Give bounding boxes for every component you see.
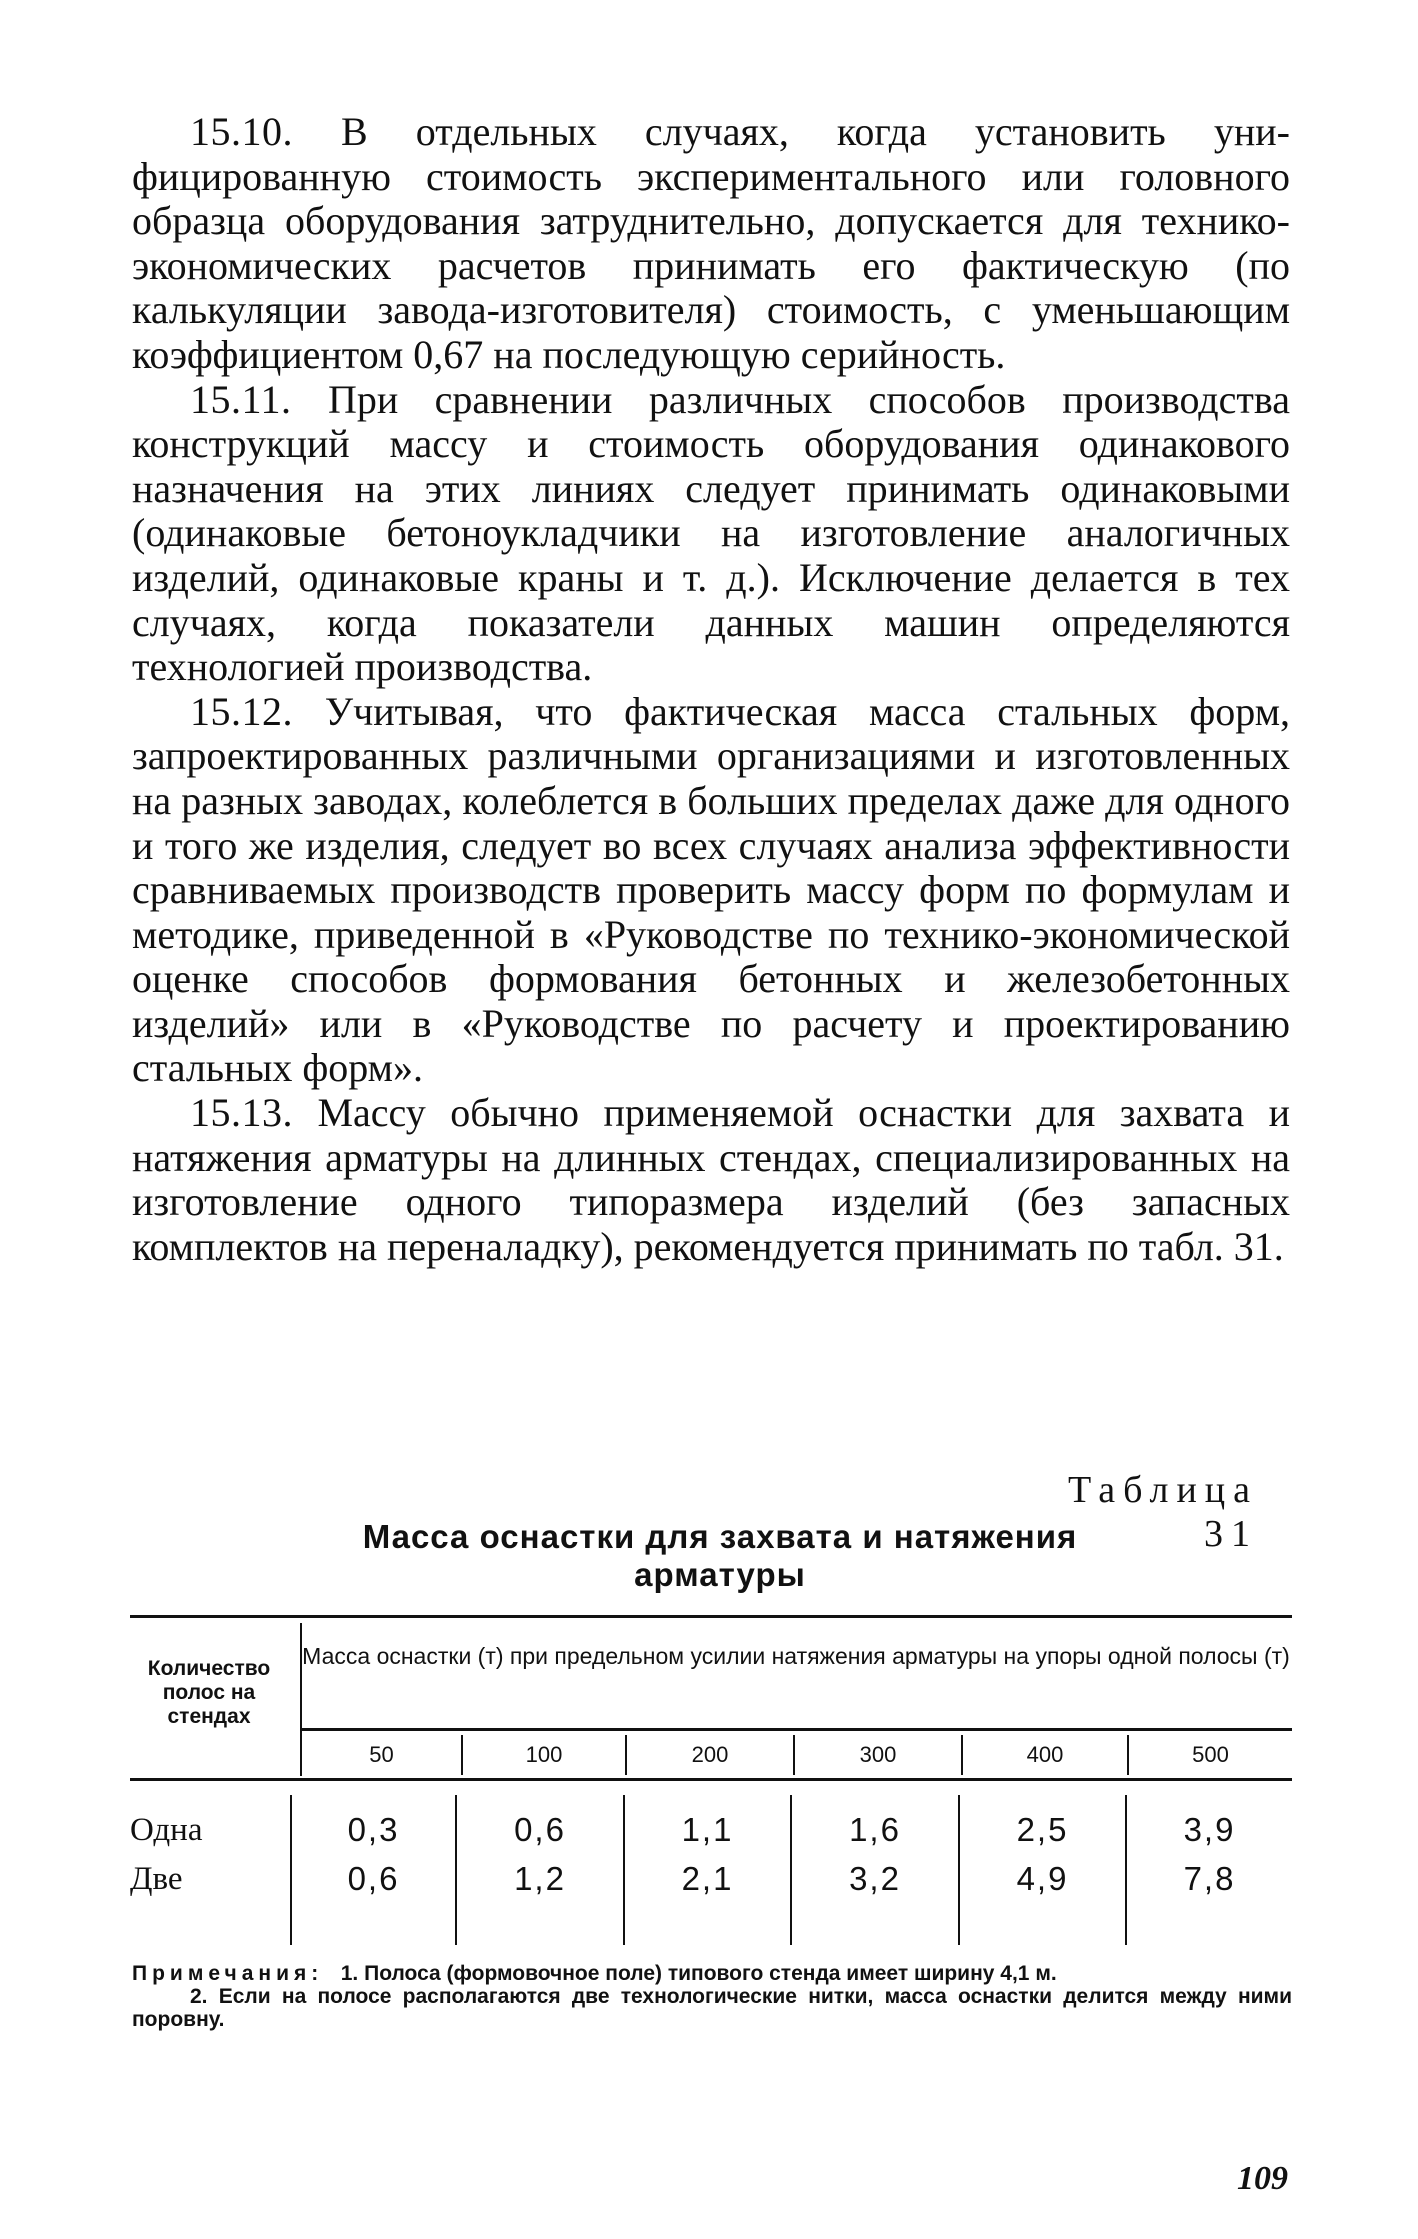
- paragraph-text: Массу обычно применяемой оснастки для захвата и натяжения арматуры на длинных стендах, специализированных на изготовление одного типоразмера изделий (без запасных комплектов на переналадку), рекомендуется принимать по табл. 31.: [132, 1090, 1290, 1269]
- note-1: [132, 1962, 1292, 1985]
- paragraph-number: 15.10.: [190, 109, 293, 154]
- table-cell: 1,1: [681, 1811, 734, 1848]
- table-cell: 0,6: [514, 1811, 566, 1848]
- table-cell: 1,6: [849, 1811, 901, 1848]
- column-header: 500: [1192, 1742, 1229, 1767]
- column-header: 200: [691, 1742, 729, 1767]
- table-cell: 0,6: [347, 1860, 400, 1897]
- table-subheader-rule: [302, 1728, 1292, 1731]
- table-cell: 1,2: [514, 1860, 566, 1897]
- paragraph-15-13: [132, 1091, 1290, 1269]
- paragraph-text: Учитывая, что фактическая масса стальных форм, запроектированных различными организациями и изготовленных на разных заводах, колеблется в больших пределах даже для одного и того же изделия, следует во всех случаях анализа эффективности сравниваемых производств проверить массу форм по формулам и методике, приведенной в «Руководстве по технико-экономической оценке способов формования бетонных и железобетонных изделий» или в «Руководстве по расчету и проектированию стальных форм».: [132, 688, 1290, 1091]
- paragraph-15-10: [132, 110, 1290, 378]
- paragraph-number: 15.12.: [190, 688, 293, 734]
- table-cell: 2,5: [1016, 1811, 1069, 1848]
- note-1-text: 1. Полоса (формовочное поле) типового стенда имеет ширину 4,1 м.: [340, 1962, 1057, 1985]
- table-caption: Таблица 31: [1067, 1469, 1258, 1555]
- table-cell: 7,8: [1183, 1860, 1236, 1897]
- paragraph-15-11: [132, 378, 1290, 690]
- paragraph-number: 15.11.: [190, 376, 292, 422]
- table-notes: [132, 1962, 1292, 2031]
- notes-label: Примечания:: [132, 1962, 324, 1985]
- table-cell: 3,9: [1183, 1811, 1236, 1848]
- column-header: 400: [1026, 1742, 1064, 1767]
- page-number: 109: [1237, 2160, 1288, 2197]
- column-header: 50: [369, 1742, 394, 1767]
- table-cell: 0,3: [347, 1811, 400, 1848]
- column-header: 100: [525, 1742, 563, 1767]
- paragraph-15-12: [132, 690, 1290, 1091]
- table-top-rule: [130, 1615, 1292, 1618]
- row-label: Одна: [130, 1812, 203, 1848]
- body-text: [132, 110, 1290, 1269]
- data-table: [130, 1615, 1292, 1945]
- table-cell: 4,9: [1016, 1860, 1069, 1897]
- table-cell: 2,1: [681, 1860, 734, 1897]
- group-header: Масса оснастки (т) при предельном усилии натяжения арматуры на упоры одной полосы (т): [302, 1643, 1290, 1669]
- paragraph-text: При сравнении различных способов производства конструкций массу и стоимость оборудования одинакового назначения на этих линиях следует принимать одинаковыми (одинаковые бетоноукладчики на изготовление аналогичных изделий, одинаковые краны и т. д.). Исключение делается в тех случаях, когда показатели данных машин определяются технологией производства.: [132, 376, 1290, 690]
- table-title: [260, 1518, 1180, 1594]
- note-2: 2. Если на полосе располагаются две технологические нитки, масса оснастки делится между ними поровну.: [132, 1985, 1292, 2031]
- table-cell: 3,2: [849, 1860, 901, 1897]
- table-title-line: арматуры: [634, 1556, 806, 1593]
- paragraph-text: В отдельных случаях, когда установить унифицированную стоимость экспериментального или головного образца оборудования затруднительно, допускается для технико-экономических расчетов принимать его фактическую (по калькуляции завода-изготовителя) стоимость, с уменьшающим коэффициентом 0,67 на последующую серийность.: [132, 109, 1290, 377]
- column-header: 300: [859, 1742, 897, 1767]
- paragraph-number: 15.13.: [190, 1090, 293, 1136]
- table-header-rule: [130, 1778, 1292, 1781]
- row-label: Две: [130, 1861, 183, 1897]
- row-header: Количество полос на стендах: [147, 1657, 271, 1728]
- table-title-line: Масса оснастки для захвата и натяжения: [362, 1518, 1078, 1555]
